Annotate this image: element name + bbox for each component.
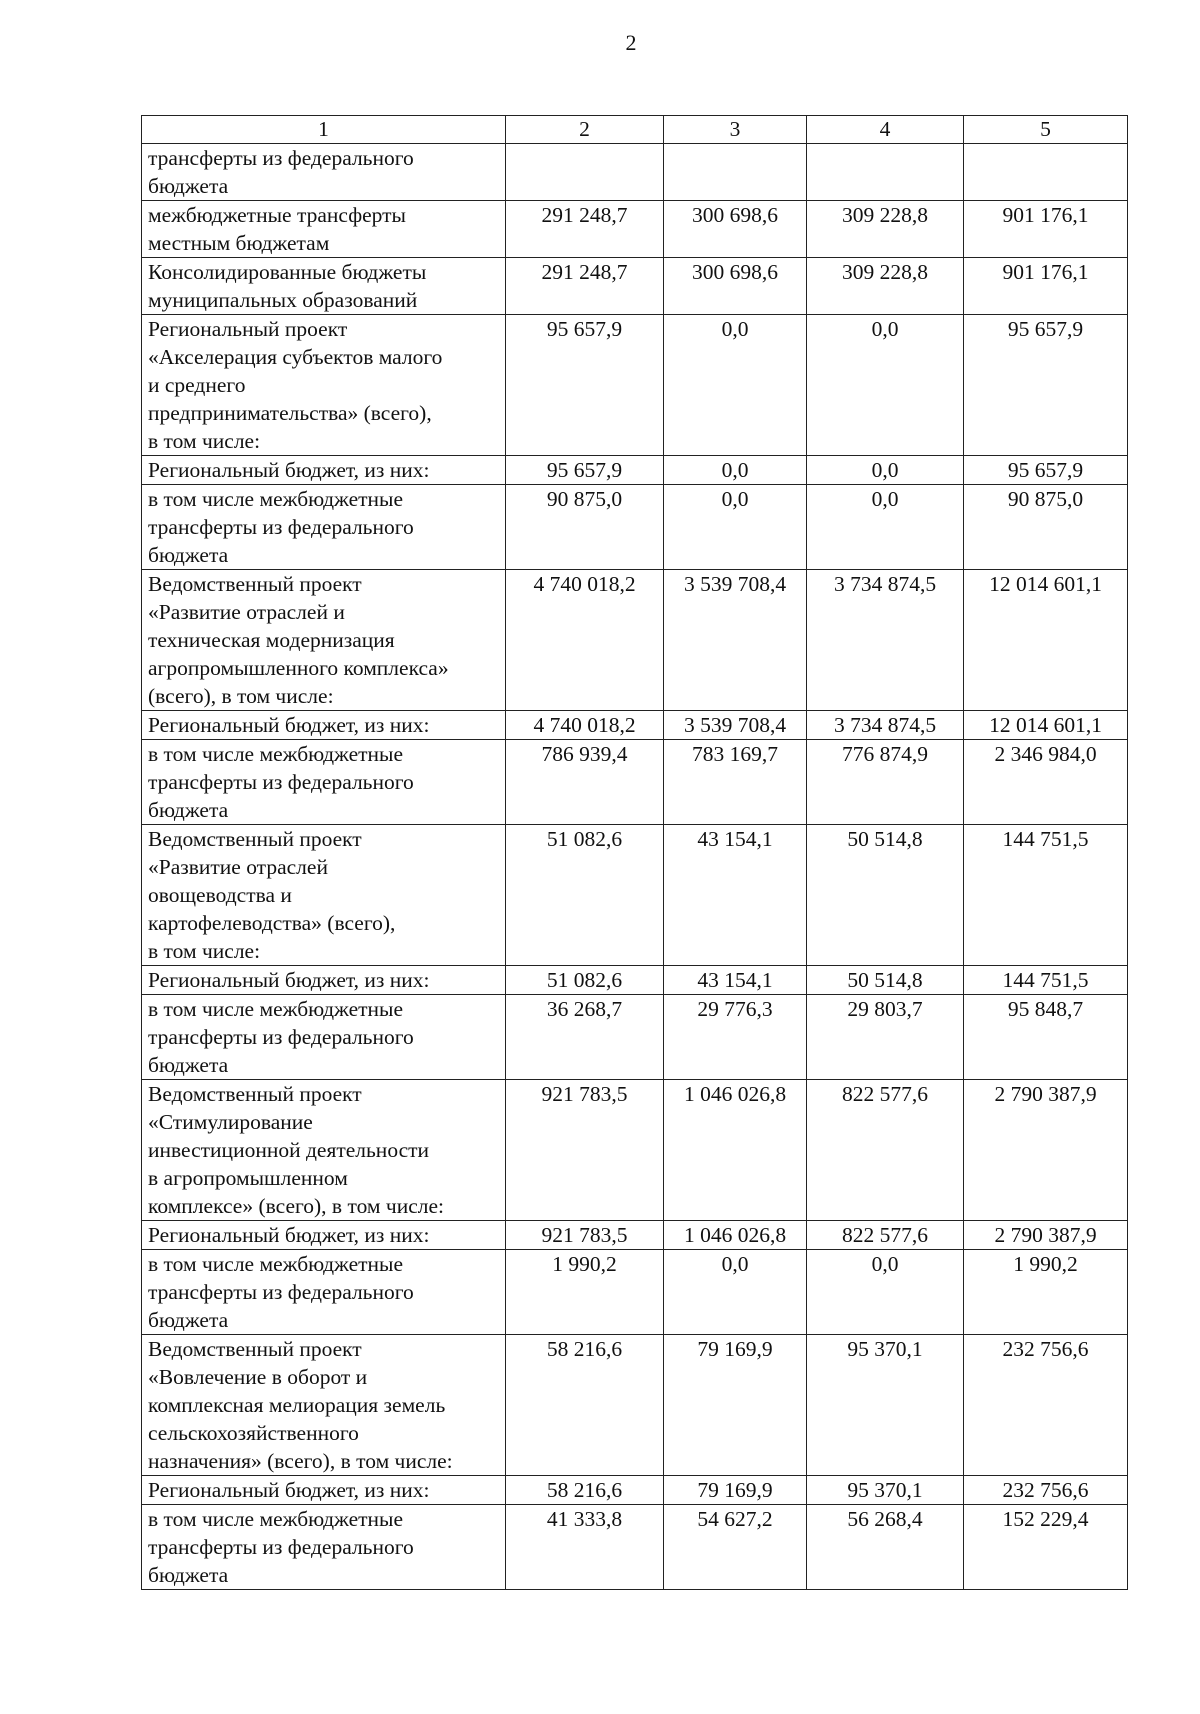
cell-col-3: 0,0	[664, 315, 807, 456]
cell-col-2: 36 268,7	[506, 995, 664, 1080]
table-row	[142, 995, 1128, 1080]
cell-col-2: 51 082,6	[506, 966, 664, 995]
table-header-row	[142, 116, 1128, 144]
cell-col-3: 0,0	[664, 1250, 807, 1335]
cell-col-3: 43 154,1	[664, 825, 807, 966]
row-label: в том числе межбюджетные трансферты из федерального бюджета	[142, 1250, 506, 1335]
cell-col-5: 2 790 387,9	[964, 1221, 1128, 1250]
cell-col-3: 43 154,1	[664, 966, 807, 995]
cell-col-3: 1 046 026,8	[664, 1221, 807, 1250]
cell-col-4: 0,0	[807, 456, 964, 485]
cell-col-4: 309 228,8	[807, 201, 964, 258]
cell-col-4: 0,0	[807, 315, 964, 456]
row-label: Региональный бюджет, из них:	[142, 456, 506, 485]
cell-col-3: 3 539 708,4	[664, 711, 807, 740]
column-header-3: 3	[664, 116, 807, 144]
table-row	[142, 201, 1128, 258]
table-row	[142, 315, 1128, 456]
cell-col-3: 29 776,3	[664, 995, 807, 1080]
row-label: Ведомственный проект «Развитие отраслей и техническая модернизация агропромышленного комплекса» (всего), в том числе:	[142, 570, 506, 711]
cell-col-4: 95 370,1	[807, 1335, 964, 1476]
cell-col-4: 3 734 874,5	[807, 711, 964, 740]
cell-col-5: 144 751,5	[964, 966, 1128, 995]
row-label: в том числе межбюджетные трансферты из федерального бюджета	[142, 485, 506, 570]
cell-col-5: 901 176,1	[964, 258, 1128, 315]
cell-col-3: 79 169,9	[664, 1335, 807, 1476]
cell-col-5: 12 014 601,1	[964, 711, 1128, 740]
row-label: Ведомственный проект «Развитие отраслей овощеводства и картофелеводства» (всего), в том числе:	[142, 825, 506, 966]
cell-col-2: 95 657,9	[506, 456, 664, 485]
cell-col-5: 144 751,5	[964, 825, 1128, 966]
row-label: межбюджетные трансферты местным бюджетам	[142, 201, 506, 258]
row-label: Региональный бюджет, из них:	[142, 966, 506, 995]
cell-col-4: 776 874,9	[807, 740, 964, 825]
cell-col-5: 90 875,0	[964, 485, 1128, 570]
cell-col-5: 2 790 387,9	[964, 1080, 1128, 1221]
cell-col-2: 291 248,7	[506, 201, 664, 258]
table-row	[142, 1250, 1128, 1335]
cell-col-4: 56 268,4	[807, 1505, 964, 1590]
cell-col-5: 232 756,6	[964, 1476, 1128, 1505]
cell-col-5: 95 657,9	[964, 456, 1128, 485]
row-label: трансферты из федерального бюджета	[142, 144, 506, 201]
table-row	[142, 485, 1128, 570]
cell-col-3: 54 627,2	[664, 1505, 807, 1590]
cell-col-5: 152 229,4	[964, 1505, 1128, 1590]
table-row	[142, 456, 1128, 485]
cell-col-2: 58 216,6	[506, 1335, 664, 1476]
row-label: Ведомственный проект «Стимулирование инвестиционной деятельности в агропромышленном комплексе» (всего), в том числе:	[142, 1080, 506, 1221]
row-label: в том числе межбюджетные трансферты из федерального бюджета	[142, 995, 506, 1080]
table-row	[142, 1221, 1128, 1250]
cell-col-4: 50 514,8	[807, 966, 964, 995]
page-number: 2	[625, 30, 637, 55]
row-label: в том числе межбюджетные трансферты из федерального бюджета	[142, 740, 506, 825]
cell-col-5: 12 014 601,1	[964, 570, 1128, 711]
row-label: Ведомственный проект «Вовлечение в оборот и комплексная мелиорация земель сельскохозяйственного назначения» (всего), в том числе:	[142, 1335, 506, 1476]
column-header-4: 4	[807, 116, 964, 144]
table-row	[142, 711, 1128, 740]
cell-col-3	[664, 144, 807, 201]
cell-col-3: 783 169,7	[664, 740, 807, 825]
table-row	[142, 1080, 1128, 1221]
table-body	[142, 144, 1128, 1590]
cell-col-3: 79 169,9	[664, 1476, 807, 1505]
cell-col-2: 921 783,5	[506, 1221, 664, 1250]
cell-col-2: 51 082,6	[506, 825, 664, 966]
cell-col-4: 822 577,6	[807, 1221, 964, 1250]
row-label: Региональный проект «Акселерация субъектов малого и среднего предпринимательства» (всего), в том числе:	[142, 315, 506, 456]
cell-col-4	[807, 144, 964, 201]
cell-col-2: 4 740 018,2	[506, 711, 664, 740]
cell-col-2: 90 875,0	[506, 485, 664, 570]
table-row	[142, 740, 1128, 825]
cell-col-5: 901 176,1	[964, 201, 1128, 258]
cell-col-2: 95 657,9	[506, 315, 664, 456]
budget-table	[141, 115, 1128, 1590]
cell-col-5: 2 346 984,0	[964, 740, 1128, 825]
table-row	[142, 1505, 1128, 1590]
cell-col-4: 3 734 874,5	[807, 570, 964, 711]
cell-col-3: 0,0	[664, 485, 807, 570]
cell-col-4: 29 803,7	[807, 995, 964, 1080]
cell-col-4: 309 228,8	[807, 258, 964, 315]
cell-col-5	[964, 144, 1128, 201]
row-label: Региональный бюджет, из них:	[142, 1221, 506, 1250]
column-header-2: 2	[506, 116, 664, 144]
cell-col-2	[506, 144, 664, 201]
column-header-1: 1	[142, 116, 506, 144]
cell-col-4: 95 370,1	[807, 1476, 964, 1505]
cell-col-2: 58 216,6	[506, 1476, 664, 1505]
cell-col-5: 95 848,7	[964, 995, 1128, 1080]
cell-col-4: 0,0	[807, 1250, 964, 1335]
table-row	[142, 258, 1128, 315]
cell-col-2: 786 939,4	[506, 740, 664, 825]
cell-col-2: 4 740 018,2	[506, 570, 664, 711]
row-label: в том числе межбюджетные трансферты из федерального бюджета	[142, 1505, 506, 1590]
cell-col-2: 291 248,7	[506, 258, 664, 315]
cell-col-5: 1 990,2	[964, 1250, 1128, 1335]
row-label: Региональный бюджет, из них:	[142, 711, 506, 740]
column-header-5: 5	[964, 116, 1128, 144]
cell-col-3: 3 539 708,4	[664, 570, 807, 711]
cell-col-3: 300 698,6	[664, 258, 807, 315]
table-row	[142, 1335, 1128, 1476]
cell-col-5: 232 756,6	[964, 1335, 1128, 1476]
cell-col-2: 921 783,5	[506, 1080, 664, 1221]
cell-col-5: 95 657,9	[964, 315, 1128, 456]
table-row	[142, 144, 1128, 201]
cell-col-4: 50 514,8	[807, 825, 964, 966]
cell-col-2: 1 990,2	[506, 1250, 664, 1335]
row-label: Консолидированные бюджеты муниципальных образований	[142, 258, 506, 315]
table-row	[142, 570, 1128, 711]
row-label: Региональный бюджет, из них:	[142, 1476, 506, 1505]
cell-col-2: 41 333,8	[506, 1505, 664, 1590]
cell-col-3: 0,0	[664, 456, 807, 485]
table-row	[142, 825, 1128, 966]
cell-col-3: 300 698,6	[664, 201, 807, 258]
cell-col-4: 822 577,6	[807, 1080, 964, 1221]
cell-col-4: 0,0	[807, 485, 964, 570]
cell-col-3: 1 046 026,8	[664, 1080, 807, 1221]
table-row	[142, 1476, 1128, 1505]
table-row	[142, 966, 1128, 995]
